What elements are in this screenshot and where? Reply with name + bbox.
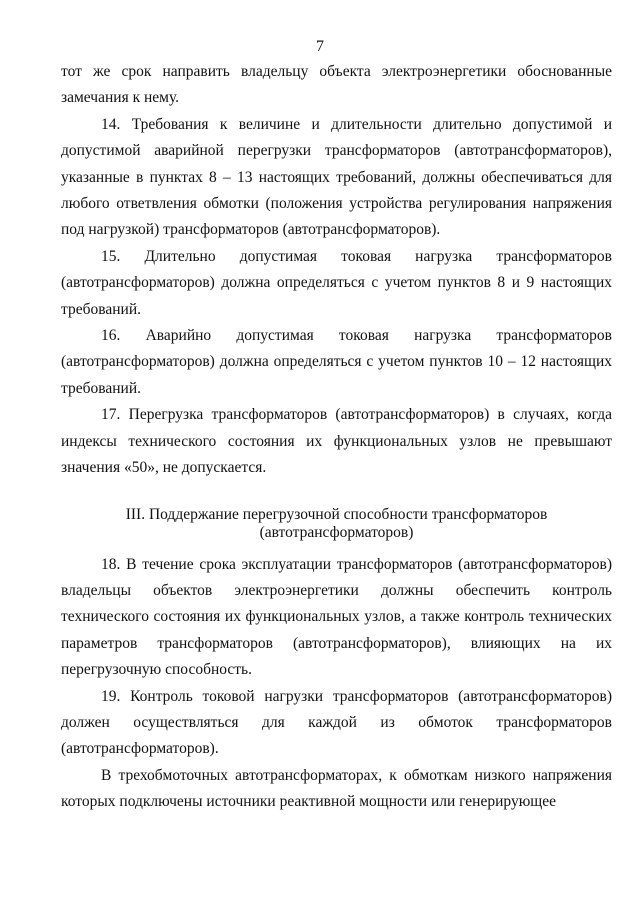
- section-heading-line-1: III. Поддержание перегрузочной способности трансформаторов: [125, 505, 548, 523]
- page-number: 7: [316, 38, 324, 55]
- paragraph-19: 19. Контроль токовой нагрузки трансформаторов (автотрансформаторов) должен осуществляться для каждой из обмоток трансформаторов (автотрансформаторов).: [61, 687, 612, 758]
- paragraph-18: 18. В течение срока эксплуатации трансформаторов (автотрансформаторов) владельцы объектов электроэнергетики должны обеспечить контроль технического состояния их функциональных узлов, а также контроль технических параметров трансформаторов (автотрансформаторов), влияющих на их перегрузочную способность.: [61, 555, 612, 679]
- paragraph-16: 16. Аварийно допустимая токовая нагрузка трансформаторов (автотрансформаторов) должна определяться с учетом пунктов 10 – 12 настоящих требований.: [61, 327, 612, 397]
- paragraph-continuation: тот же срок направить владельцу объекта электроэнергетики обоснованные замечания к нему.: [61, 63, 612, 107]
- paragraph-14: 14. Требования к величине и длительности длительно допустимой и допустимой аварийной перегрузки трансформаторов (автотрансформаторов), указанные в пунктах 8 – 13 настоящих требований, должны обеспечиваться для любого ответвления обмотки (положения устройства регулирования напряжения под нагрузкой) трансформаторов (автотрансформаторов).: [61, 115, 612, 239]
- section-heading: [61, 506, 612, 542]
- paragraph-three-winding: В трехобмоточных автотрансформаторах, к обмоткам низкого напряжения которых подключены источники реактивной мощности или генерирующее: [61, 766, 612, 811]
- document-body: [61, 59, 612, 816]
- section-heading-line-2: (автотрансформаторов): [259, 523, 414, 541]
- paragraph-15: 15. Длительно допустимая токовая нагрузка трансформаторов (автотрансформаторов) должна определяться с учетом пунктов 8 и 9 настоящих требований.: [61, 247, 612, 318]
- paragraph-17: 17. Перегрузка трансформаторов (автотрансформаторов) в случаях, когда индексы технического состояния их функциональных узлов не превышают значения «50», не допускается.: [61, 406, 612, 477]
